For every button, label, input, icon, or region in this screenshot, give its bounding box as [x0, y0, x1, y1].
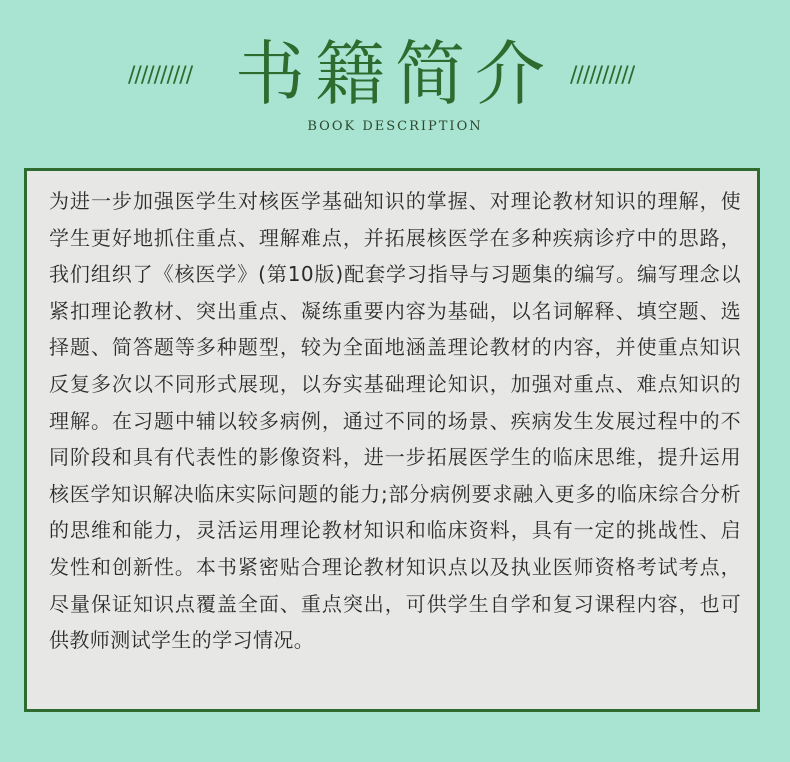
- header: [0, 0, 790, 160]
- page-title: 书籍简介: [235, 33, 555, 115]
- page-subtitle: BOOK DESCRIPTION: [307, 119, 483, 134]
- description-text: 为进一步加强医学生对核医学基础知识的掌握、对理论教材知识的理解，使学生更好地抓住重点、理解难点，并拓展核医学在多种疾病诊疗中的思路，我们组织了《核医学》(第10版)配套学习指导与习题集的编写。编写理念以紧扣理论教材、突出重点、凝练重要内容为基础，以名词解释、填空题、选择题、简答题等多种题型，较为全面地涵盖理论教材的内容，并使重点知识反复多次以不同形式展现，以夯实基础理论知识，加强对重点、难点知识的理解。在习题中辅以较多病例，通过不同的场景、疾病发生发展过程中的不同阶段和具有代表性的影像资料，进一步拓展医学生的临床思维，提升运用核医学知识解决临床实际问题的能力;部分病例要求融入更多的临床综合分析的思维和能力，灵活运用理论教材知识和临床资料，具有一定的挑战性、启发性和创新性。本书紧密贴合理论教材知识点以及执业医师资格考试考点，尽量保证知识点覆盖全面、重点突出，可供学生自学和复习课程内容，也可供教师测试学生的学习情况。: [49, 189, 741, 653]
- decorative-slashes-left: //////////: [128, 63, 193, 88]
- decorative-slashes-right: //////////: [570, 63, 635, 88]
- description-box: [24, 168, 760, 712]
